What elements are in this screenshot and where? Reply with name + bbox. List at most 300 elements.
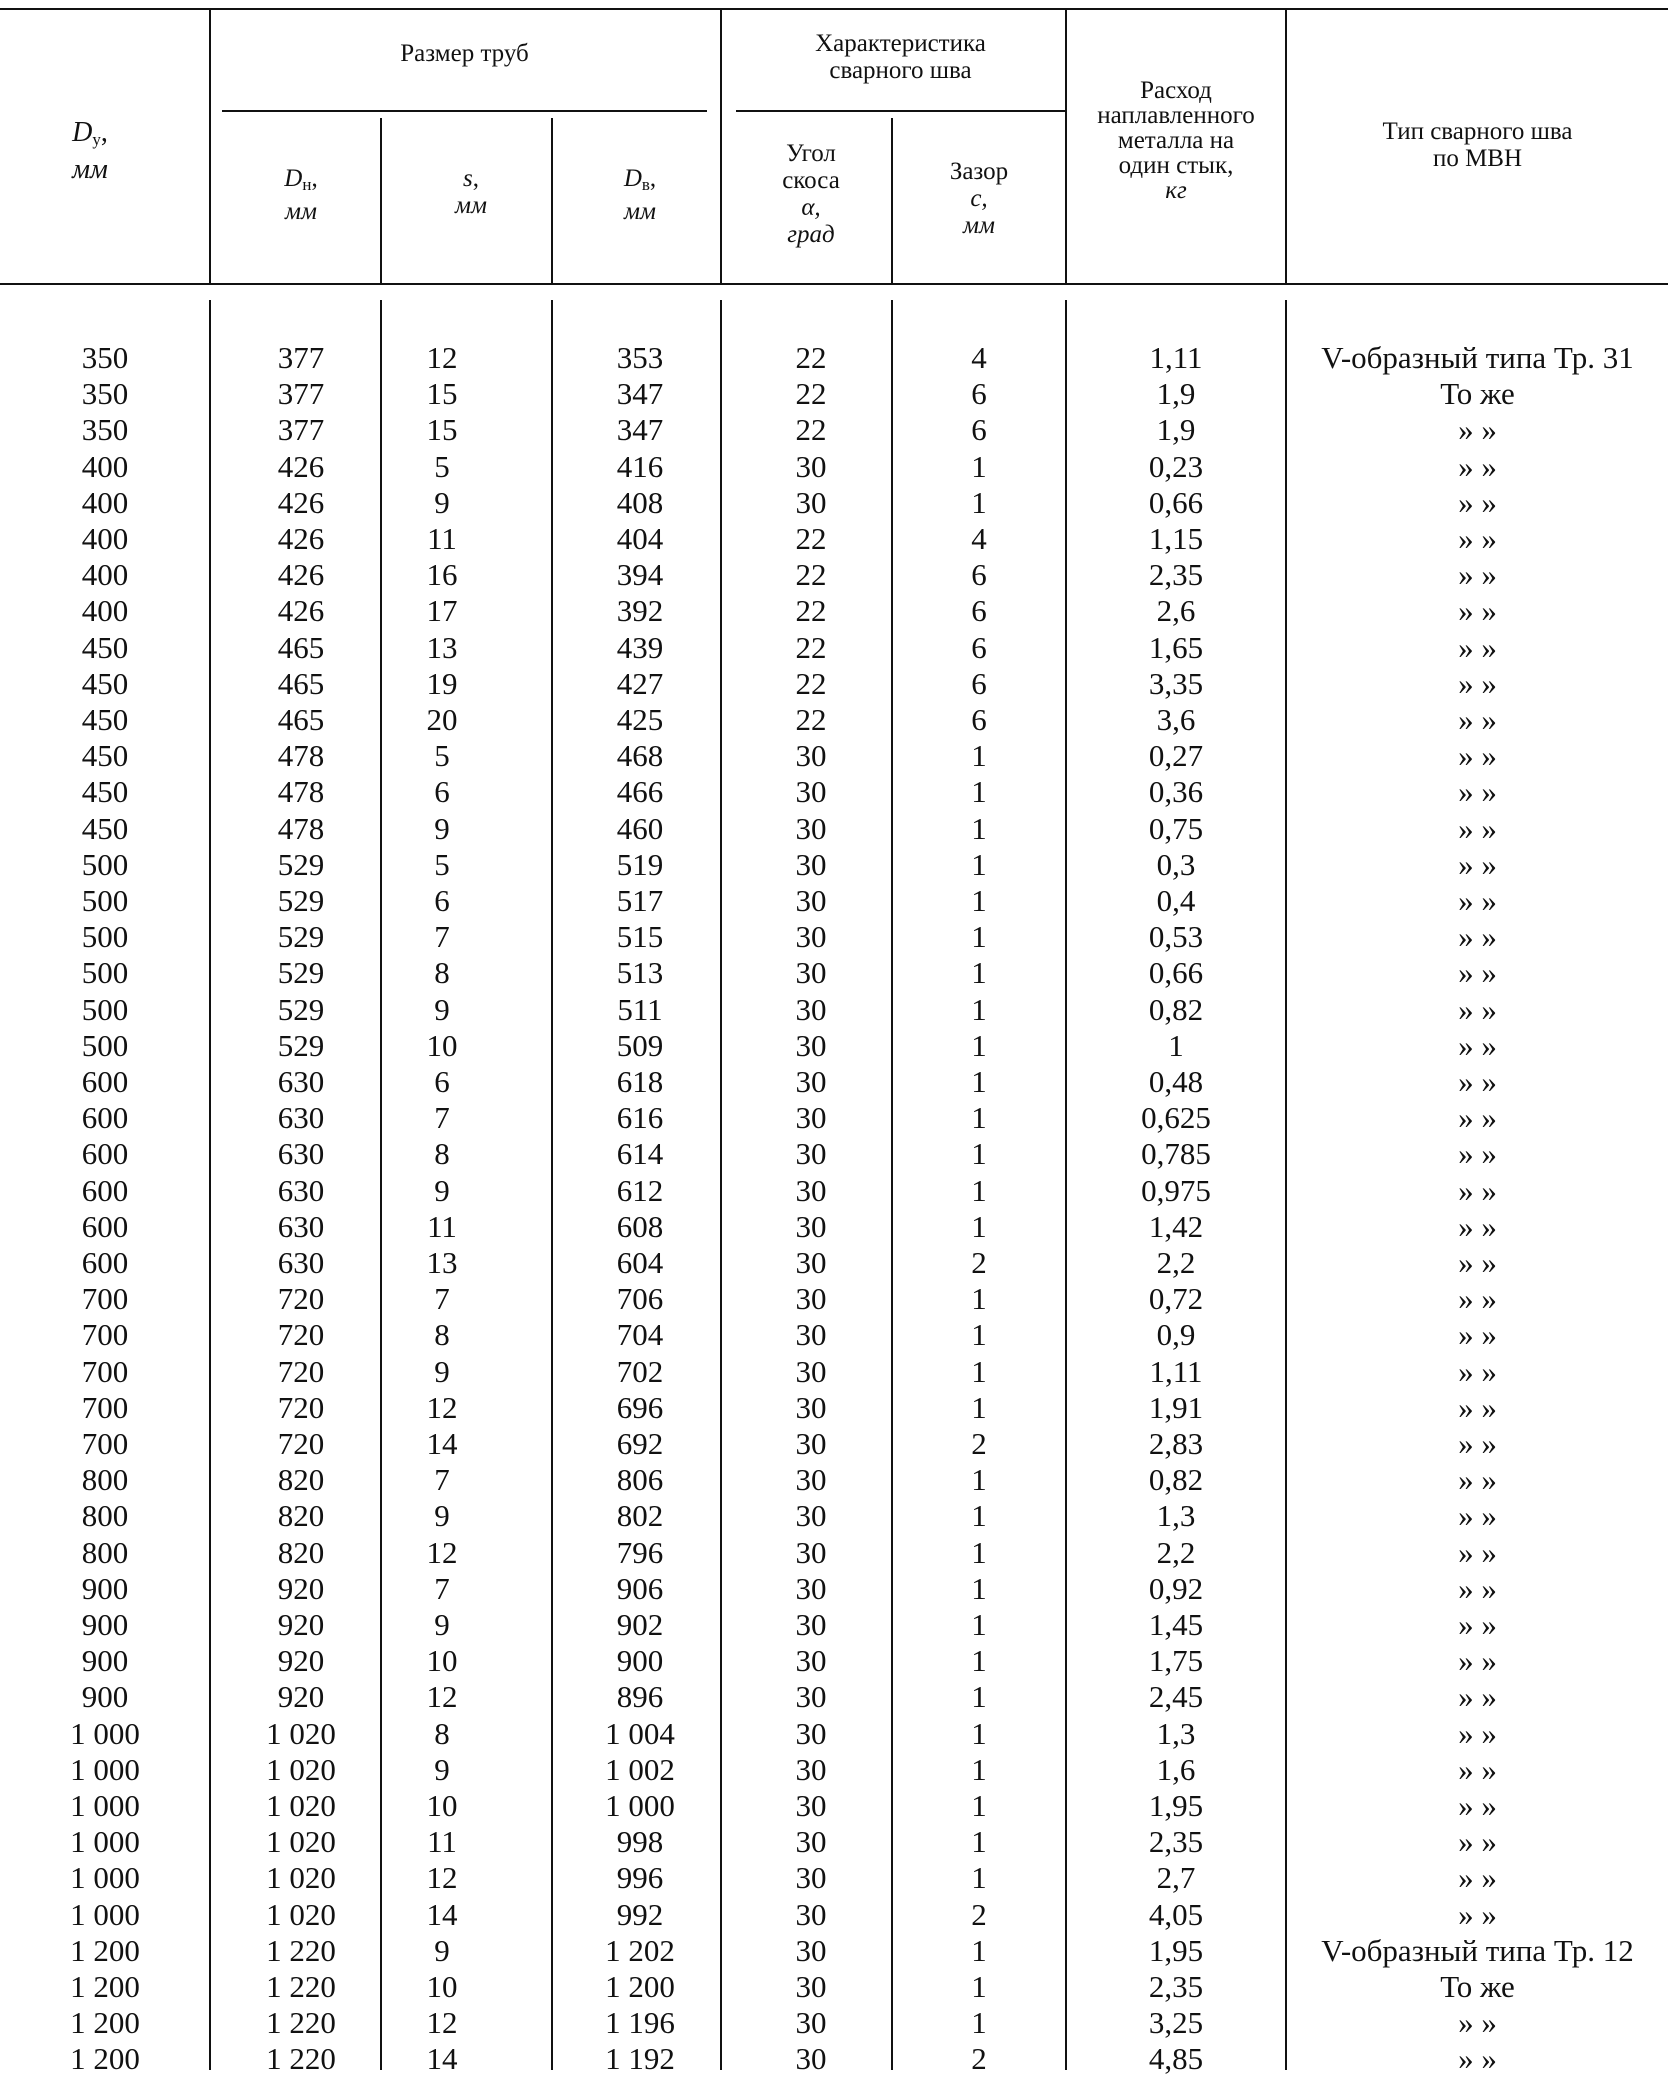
dv-cell: 1 004 [605, 1715, 675, 1751]
s-cell: 10 [426, 1969, 458, 2004]
type-cell: » » [1458, 593, 1497, 629]
dv-cell: 394 [616, 557, 664, 593]
dv-cell: 806 [616, 1462, 664, 1498]
s-cell: 17 [426, 593, 458, 629]
metal-cell: 0,785 [1141, 1136, 1211, 1172]
dv-cell: 608 [616, 1208, 664, 1244]
type-cell: V-образный типа Тр. 12 [1321, 1932, 1634, 1968]
angle-cell: 30 [795, 1607, 827, 1642]
s-cell: 16 [426, 557, 458, 593]
s-cell: 9 [434, 1751, 450, 1787]
dv-cell: 692 [616, 1426, 664, 1461]
metal-cell: 1,11 [1149, 1353, 1203, 1389]
dy-cell: 1 000 [70, 1896, 140, 1932]
dv-cell: 612 [616, 1172, 664, 1208]
angle-cell: 30 [795, 991, 827, 1027]
dy-cell: 1 000 [70, 1788, 140, 1823]
angle-cell: 30 [795, 774, 827, 810]
dy-cell: 800 [81, 1462, 129, 1498]
s-cell: 8 [434, 1136, 450, 1172]
dy-cell: 500 [81, 991, 129, 1027]
gap-cell: 1 [971, 1715, 987, 1751]
dy-cell: 500 [81, 883, 129, 918]
angle-cell: 30 [795, 1498, 827, 1534]
dy-cell: 900 [81, 1643, 129, 1679]
gap-cell: 6 [971, 593, 987, 629]
gap-cell: 1 [971, 1064, 987, 1099]
type-cell: » » [1458, 1064, 1497, 1099]
dv-cell: 468 [616, 738, 664, 774]
type-cell: » » [1458, 702, 1497, 737]
gap-cell: 1 [971, 1172, 987, 1208]
type-cell: » » [1458, 955, 1497, 991]
gap-cell: 1 [971, 1643, 987, 1679]
metal-cell: 2,45 [1148, 1679, 1204, 1715]
angle-cell: 30 [795, 1824, 827, 1860]
type-cell: » » [1458, 846, 1497, 882]
metal-cell: 0,36 [1148, 774, 1204, 810]
dv-cell: 466 [616, 774, 664, 810]
s-cell: 6 [434, 774, 450, 810]
gap-cell: 1 [971, 1281, 987, 1317]
angle-cell: 22 [795, 665, 827, 701]
metal-cell: 0,92 [1148, 1570, 1204, 1606]
dn-cell: 1 020 [266, 1715, 336, 1751]
dv-cell: 604 [616, 1245, 664, 1280]
metal-cell: 0,75 [1148, 810, 1204, 846]
metal-cell: 2,35 [1148, 557, 1204, 593]
dy-cell: 450 [81, 738, 129, 774]
metal-cell: 2,2 [1156, 1245, 1196, 1280]
gap-cell: 6 [971, 376, 987, 412]
s-cell: 15 [426, 376, 458, 412]
angle-cell: 30 [795, 1389, 827, 1425]
s-cell: 9 [434, 1607, 450, 1642]
metal-cell: 1,9 [1156, 412, 1196, 448]
s-cell: 7 [434, 1281, 450, 1317]
dy-cell: 600 [81, 1136, 129, 1172]
dy-cell: 600 [81, 1064, 129, 1099]
angle-cell: 22 [795, 593, 827, 629]
gap-cell: 1 [971, 1534, 987, 1570]
angle-cell: 30 [795, 1462, 827, 1498]
metal-cell: 4,05 [1148, 1896, 1204, 1932]
type-cell: » » [1458, 2005, 1497, 2041]
metal-cell: 0,48 [1148, 1064, 1204, 1099]
type-cell: » » [1458, 1751, 1497, 1787]
type-cell: » » [1458, 1643, 1497, 1679]
angle-cell: 22 [795, 340, 827, 375]
header-weld-char: Характеристика сварного шва [815, 30, 986, 84]
type-cell: » » [1458, 1715, 1497, 1751]
dn-cell: 377 [277, 340, 325, 375]
dv-cell: 347 [616, 412, 664, 448]
type-cell: » » [1458, 484, 1497, 520]
dn-cell: 720 [277, 1389, 325, 1425]
type-cell: » » [1458, 448, 1497, 484]
dy-cell: 450 [81, 774, 129, 810]
dn-cell: 630 [277, 1208, 325, 1244]
angle-cell: 30 [795, 1679, 827, 1715]
metal-cell: 0,72 [1148, 1281, 1204, 1317]
gap-cell: 1 [971, 919, 987, 955]
dv-cell: 796 [616, 1534, 664, 1570]
dn-cell: 1 220 [266, 2005, 336, 2041]
s-cell: 12 [426, 1389, 458, 1425]
gap-cell: 1 [971, 1788, 987, 1823]
angle-cell: 30 [795, 1788, 827, 1823]
s-cell: 12 [426, 1860, 458, 1896]
angle-cell: 30 [795, 738, 827, 774]
metal-cell: 2,35 [1148, 1824, 1204, 1860]
gap-cell: 6 [971, 412, 987, 448]
s-cell: 6 [434, 883, 450, 918]
gap-cell: 1 [971, 448, 987, 484]
dy-cell: 600 [81, 1208, 129, 1244]
dv-cell: 347 [616, 376, 664, 412]
metal-cell: 1,11 [1149, 340, 1203, 375]
angle-cell: 30 [795, 1426, 827, 1461]
type-cell: » » [1458, 1534, 1497, 1570]
dn-cell: 478 [277, 774, 325, 810]
metal-cell: 2,6 [1156, 593, 1196, 629]
dy-cell: 1 200 [70, 1969, 140, 2004]
s-cell: 9 [434, 810, 450, 846]
s-cell: 7 [434, 1100, 450, 1136]
gap-cell: 1 [971, 1208, 987, 1244]
type-cell: » » [1458, 665, 1497, 701]
s-cell: 14 [426, 1426, 458, 1461]
angle-cell: 30 [795, 883, 827, 918]
gap-cell: 1 [971, 1607, 987, 1642]
s-cell: 9 [434, 1172, 450, 1208]
type-cell: » » [1458, 1281, 1497, 1317]
type-cell: » » [1458, 2041, 1497, 2077]
angle-cell: 22 [795, 412, 827, 448]
dn-cell: 478 [277, 810, 325, 846]
gap-cell: 1 [971, 1860, 987, 1896]
dn-cell: 630 [277, 1172, 325, 1208]
dv-cell: 513 [616, 955, 664, 991]
dv-cell: 511 [617, 991, 663, 1027]
angle-cell: 30 [795, 448, 827, 484]
dy-cell: 900 [81, 1607, 129, 1642]
type-cell: » » [1458, 412, 1497, 448]
dn-cell: 1 020 [266, 1824, 336, 1860]
dn-cell: 720 [277, 1426, 325, 1461]
dy-cell: 1 000 [70, 1824, 140, 1860]
gap-cell: 4 [971, 340, 987, 375]
s-cell: 15 [426, 412, 458, 448]
s-cell: 14 [426, 2041, 458, 2077]
gap-cell: 1 [971, 1353, 987, 1389]
angle-cell: 30 [795, 1208, 827, 1244]
type-cell: » » [1458, 1824, 1497, 1860]
dn-cell: 1 020 [266, 1788, 336, 1823]
dy-cell: 700 [81, 1281, 129, 1317]
metal-cell: 2,83 [1148, 1426, 1204, 1461]
metal-cell: 0,23 [1148, 448, 1204, 484]
type-cell: » » [1458, 521, 1497, 556]
angle-cell: 30 [795, 2005, 827, 2041]
dv-cell: 802 [616, 1498, 664, 1534]
dn-cell: 529 [277, 1027, 325, 1063]
type-cell: » » [1458, 919, 1497, 955]
dv-cell: 439 [616, 629, 664, 665]
s-cell: 12 [426, 1534, 458, 1570]
dy-cell: 1 000 [70, 1715, 140, 1751]
dy-cell: 400 [81, 448, 129, 484]
dn-cell: 465 [277, 629, 325, 665]
angle-cell: 30 [795, 1932, 827, 1968]
dn-cell: 478 [277, 738, 325, 774]
dv-cell: 427 [616, 665, 664, 701]
metal-cell: 3,35 [1148, 665, 1204, 701]
metal-cell: 3,6 [1156, 702, 1196, 737]
angle-cell: 30 [795, 1281, 827, 1317]
hdr-vline-1 [209, 10, 211, 283]
dv-cell: 706 [616, 1281, 664, 1317]
header-dv: $D_в$, мм [623, 165, 657, 225]
s-cell: 7 [434, 1462, 450, 1498]
dv-cell: 509 [616, 1027, 664, 1063]
gap-cell: 1 [971, 1389, 987, 1425]
weld-char-rule [736, 110, 1065, 112]
metal-cell: 1,95 [1148, 1788, 1204, 1823]
metal-cell: 0,975 [1141, 1172, 1211, 1208]
gap-cell: 2 [971, 1896, 987, 1932]
dy-cell: 450 [81, 702, 129, 737]
gap-cell: 2 [971, 1426, 987, 1461]
body-vline-3 [551, 300, 553, 2070]
gap-cell: 1 [971, 1969, 987, 2004]
dy-cell: 700 [81, 1317, 129, 1353]
type-cell: » » [1458, 1570, 1497, 1606]
dy-cell: 500 [81, 919, 129, 955]
type-cell: » » [1458, 1027, 1497, 1063]
metal-cell: 2,7 [1156, 1860, 1196, 1896]
dn-cell: 1 220 [266, 1969, 336, 2004]
gap-cell: 1 [971, 1136, 987, 1172]
metal-cell: 2,35 [1148, 1969, 1204, 2004]
type-cell: » » [1458, 1172, 1497, 1208]
dn-cell: 529 [277, 883, 325, 918]
dy-cell: 900 [81, 1679, 129, 1715]
dy-cell: 400 [81, 484, 129, 520]
dn-cell: 630 [277, 1100, 325, 1136]
angle-cell: 30 [795, 919, 827, 955]
gap-cell: 1 [971, 1932, 987, 1968]
dv-cell: 425 [616, 702, 664, 737]
s-cell: 9 [434, 484, 450, 520]
pipe-size-rule [222, 110, 707, 112]
dn-cell: 820 [277, 1462, 325, 1498]
dv-cell: 460 [616, 810, 664, 846]
type-cell: » » [1458, 1426, 1497, 1461]
metal-cell: 0,66 [1148, 955, 1204, 991]
dn-cell: 426 [277, 521, 325, 556]
metal-cell: 1,9 [1156, 376, 1196, 412]
dv-cell: 900 [616, 1643, 664, 1679]
type-cell: » » [1458, 1317, 1497, 1353]
metal-cell: 1 [1168, 1027, 1184, 1063]
dn-cell: 377 [277, 376, 325, 412]
type-cell: » » [1458, 883, 1497, 918]
dn-cell: 720 [277, 1353, 325, 1389]
dn-cell: 630 [277, 1064, 325, 1099]
s-cell: 12 [426, 1679, 458, 1715]
s-cell: 19 [426, 665, 458, 701]
angle-cell: 30 [795, 846, 827, 882]
type-cell: » » [1458, 1208, 1497, 1244]
gap-cell: 1 [971, 484, 987, 520]
s-cell: 13 [426, 629, 458, 665]
s-cell: 7 [434, 1570, 450, 1606]
gap-cell: 1 [971, 846, 987, 882]
dy-cell: 350 [81, 412, 129, 448]
body-vline-1 [209, 300, 211, 2070]
angle-cell: 30 [795, 1534, 827, 1570]
type-cell: » » [1458, 1245, 1497, 1280]
gap-cell: 2 [971, 2041, 987, 2077]
angle-cell: 30 [795, 1969, 827, 2004]
metal-cell: 1,65 [1148, 629, 1204, 665]
dn-cell: 920 [277, 1679, 325, 1715]
metal-cell: 1,91 [1148, 1389, 1204, 1425]
dy-cell: 800 [81, 1534, 129, 1570]
angle-cell: 30 [795, 1643, 827, 1679]
dy-cell: 700 [81, 1353, 129, 1389]
type-cell: » » [1458, 629, 1497, 665]
gap-cell: 1 [971, 1462, 987, 1498]
angle-cell: 30 [795, 1896, 827, 1932]
dv-cell: 618 [616, 1064, 664, 1099]
angle-cell: 22 [795, 376, 827, 412]
s-cell: 8 [434, 955, 450, 991]
hdr-vline-3 [551, 118, 553, 283]
angle-cell: 30 [795, 1136, 827, 1172]
s-cell: 9 [434, 1353, 450, 1389]
s-cell: 9 [434, 991, 450, 1027]
dy-cell: 450 [81, 810, 129, 846]
dv-cell: 515 [616, 919, 664, 955]
s-cell: 8 [434, 1317, 450, 1353]
type-cell: » » [1458, 1896, 1497, 1932]
s-cell: 10 [426, 1643, 458, 1679]
type-cell: » » [1458, 991, 1497, 1027]
angle-cell: 30 [795, 955, 827, 991]
dn-cell: 630 [277, 1245, 325, 1280]
metal-cell: 0,82 [1148, 1462, 1204, 1498]
dy-cell: 350 [81, 376, 129, 412]
dv-cell: 704 [616, 1317, 664, 1353]
dn-cell: 720 [277, 1317, 325, 1353]
dv-cell: 616 [616, 1100, 664, 1136]
type-cell: » » [1458, 1498, 1497, 1534]
dy-cell: 500 [81, 1027, 129, 1063]
angle-cell: 30 [795, 1064, 827, 1099]
metal-cell: 0,27 [1148, 738, 1204, 774]
angle-cell: 30 [795, 1100, 827, 1136]
dy-cell: 500 [81, 955, 129, 991]
angle-cell: 30 [795, 1027, 827, 1063]
angle-cell: 22 [795, 702, 827, 737]
dn-cell: 529 [277, 955, 325, 991]
dv-cell: 702 [616, 1353, 664, 1389]
dy-cell: 450 [81, 665, 129, 701]
dy-cell: 1 200 [70, 1932, 140, 1968]
type-cell: » » [1458, 1679, 1497, 1715]
metal-cell: 1,75 [1148, 1643, 1204, 1679]
metal-cell: 4,85 [1148, 2041, 1204, 2077]
metal-cell: 2,2 [1156, 1534, 1196, 1570]
s-cell: 13 [426, 1245, 458, 1280]
header-gap: Зазор c, мм [949, 158, 1009, 239]
gap-cell: 1 [971, 991, 987, 1027]
angle-cell: 30 [795, 1353, 827, 1389]
angle-cell: 30 [795, 810, 827, 846]
s-cell: 5 [434, 448, 450, 484]
dy-cell: 350 [81, 340, 129, 375]
s-cell: 6 [434, 1064, 450, 1099]
dy-cell: 1 000 [70, 1751, 140, 1787]
s-cell: 12 [426, 2005, 458, 2041]
gap-cell: 1 [971, 1100, 987, 1136]
dn-cell: 920 [277, 1607, 325, 1642]
hdr-vline-4 [720, 10, 722, 283]
type-cell: » » [1458, 1462, 1497, 1498]
dy-cell: 600 [81, 1100, 129, 1136]
angle-cell: 22 [795, 521, 827, 556]
dv-cell: 1 200 [605, 1969, 675, 2004]
metal-cell: 0,66 [1148, 484, 1204, 520]
s-cell: 8 [434, 1715, 450, 1751]
header-dn: $D_н$, мм [284, 165, 318, 225]
gap-cell: 1 [971, 955, 987, 991]
type-cell: » » [1458, 810, 1497, 846]
dy-cell: 1 200 [70, 2005, 140, 2041]
metal-cell: 1,3 [1156, 1715, 1196, 1751]
angle-cell: 30 [795, 1570, 827, 1606]
dn-cell: 1 020 [266, 1751, 336, 1787]
metal-cell: 0,3 [1156, 846, 1196, 882]
dy-cell: 800 [81, 1498, 129, 1534]
dv-cell: 896 [616, 1679, 664, 1715]
dv-cell: 517 [616, 883, 664, 918]
dy-cell: 400 [81, 593, 129, 629]
dv-cell: 906 [616, 1570, 664, 1606]
dn-cell: 720 [277, 1281, 325, 1317]
header-type: Тип сварного шва по МВН [1382, 118, 1573, 172]
dv-cell: 404 [616, 521, 664, 556]
dv-cell: 996 [616, 1860, 664, 1896]
type-cell: » » [1458, 1389, 1497, 1425]
gap-cell: 1 [971, 774, 987, 810]
type-cell: » » [1458, 1353, 1497, 1389]
gap-cell: 1 [971, 1751, 987, 1787]
angle-cell: 30 [795, 1860, 827, 1896]
metal-cell: 1,15 [1148, 521, 1204, 556]
dv-cell: 992 [616, 1896, 664, 1932]
dn-cell: 426 [277, 448, 325, 484]
dy-cell: 450 [81, 629, 129, 665]
dn-cell: 630 [277, 1136, 325, 1172]
dv-cell: 902 [616, 1607, 664, 1642]
dv-cell: 1 202 [605, 1932, 675, 1968]
dn-cell: 426 [277, 557, 325, 593]
metal-cell: 0,53 [1148, 919, 1204, 955]
type-cell: То же [1440, 376, 1515, 412]
